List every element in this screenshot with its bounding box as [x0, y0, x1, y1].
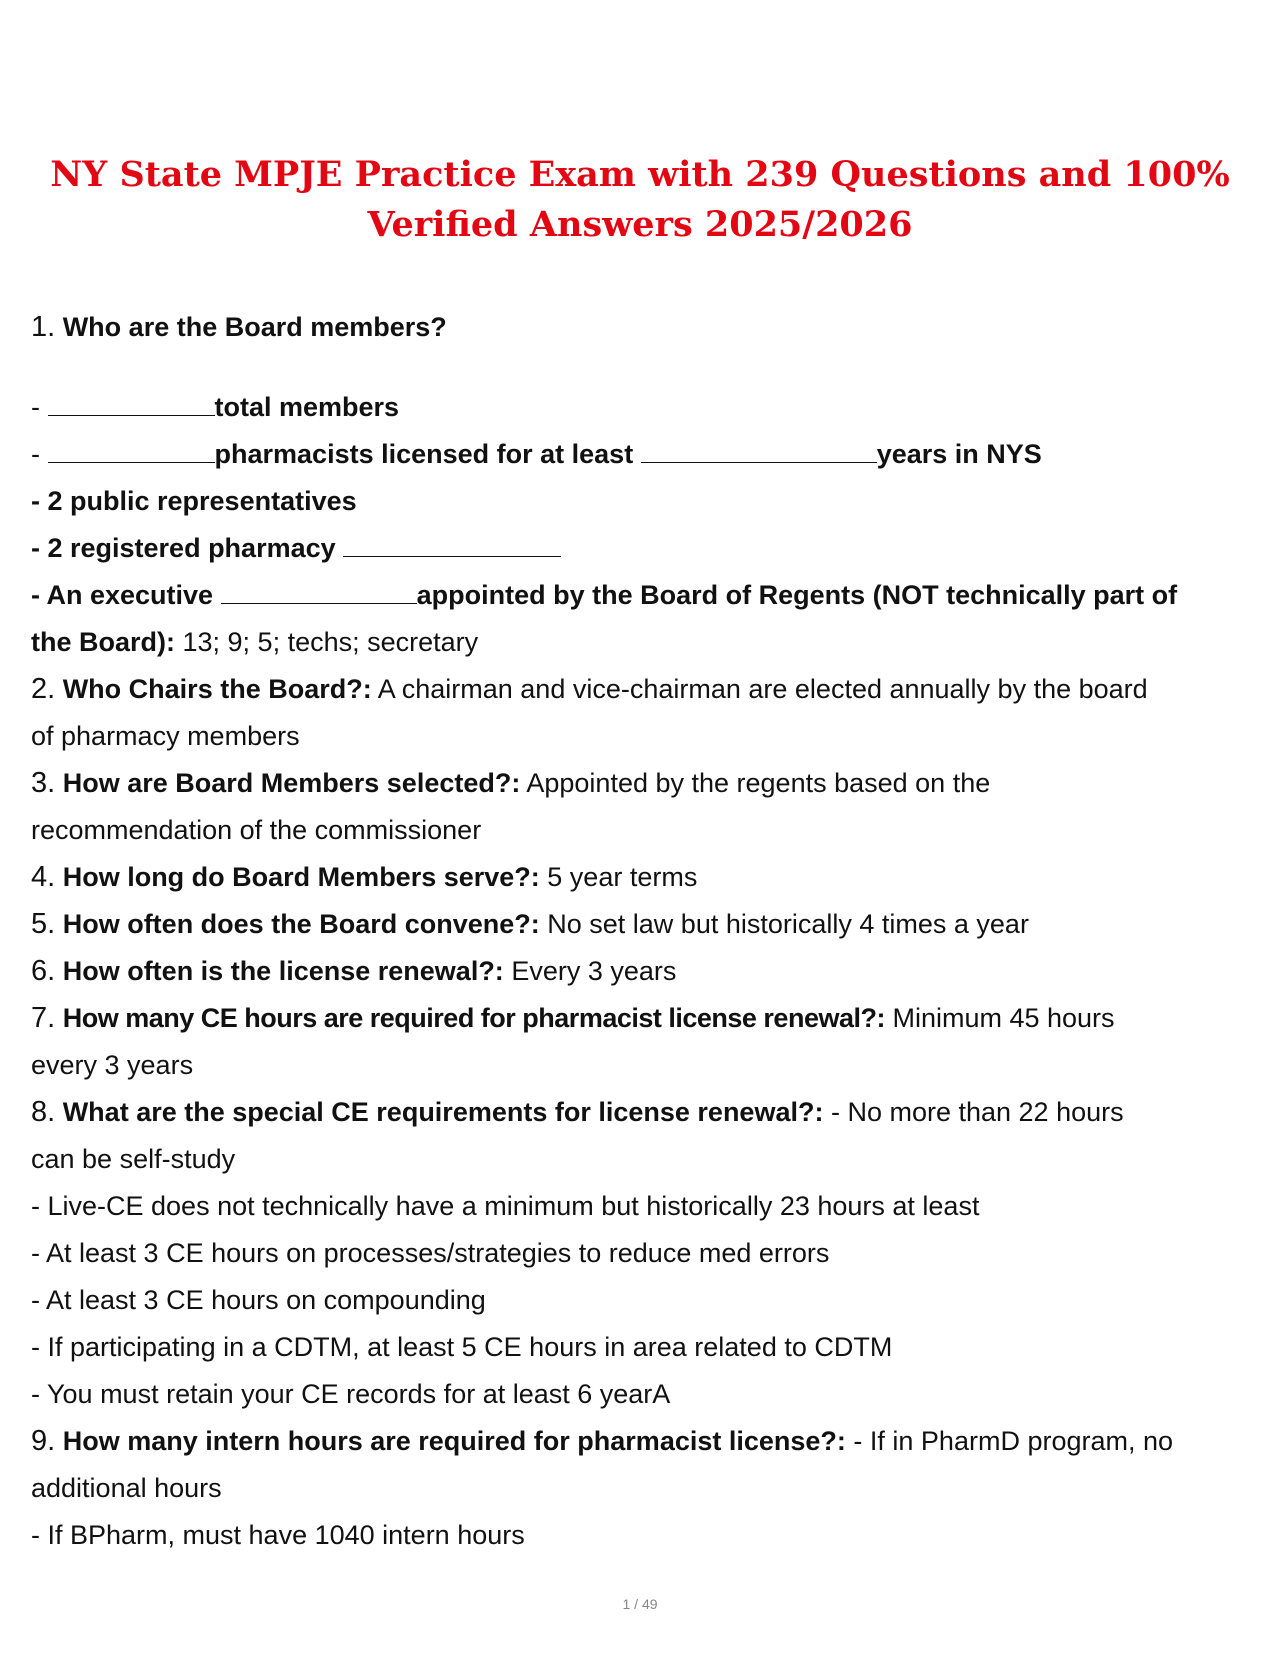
answer-text: of pharmacy members — [31, 721, 300, 751]
answer-text: - 2 public representatives — [31, 486, 357, 516]
page-number: 1 / 49 — [622, 1596, 658, 1612]
answer-line — [31, 431, 1251, 478]
question-number: 4. — [31, 861, 56, 893]
fill-blank — [221, 581, 417, 604]
question-list — [31, 304, 1251, 1559]
answer-line — [31, 478, 1251, 525]
answer-text: - 2 registered pharmacy — [31, 533, 336, 563]
question-number: 2. — [31, 673, 56, 705]
question-number: 6. — [31, 955, 56, 987]
question-3 — [31, 760, 1251, 807]
answer-text: the Board): — [31, 627, 175, 657]
question-1 — [31, 304, 1251, 351]
question-text: How are Board Members selected?: — [62, 768, 521, 798]
answer-line — [31, 1324, 1251, 1371]
answer-text: 13; 9; 5; techs; secretary — [175, 627, 479, 657]
answer-text: Minimum 45 hours — [884, 1003, 1115, 1033]
spacer — [31, 351, 1251, 384]
answer-text: - No more than 22 hours — [823, 1097, 1124, 1127]
question-number: 8. — [31, 1096, 56, 1128]
answer-text: every 3 years — [31, 1050, 194, 1080]
answer-text: - Live-CE does not technically have a minimum but historically 23 hours at least — [31, 1191, 980, 1221]
answer-line — [31, 619, 1251, 666]
question-text: Who Chairs the Board?: — [62, 674, 372, 704]
fill-blank — [48, 393, 215, 416]
question-9 — [31, 1418, 1251, 1465]
question-text: How many intern hours are required for pharmacist license?: — [62, 1426, 846, 1456]
answer-text: - You must retain your CE records for at least 6 yearA — [31, 1379, 671, 1409]
question-text: Who are the Board members? — [62, 312, 447, 342]
fill-blank — [343, 534, 561, 557]
question-text: What are the special CE requirements for license renewal?: — [62, 1097, 824, 1127]
answer-text: can be self-study — [31, 1144, 236, 1174]
question-number: 3. — [31, 767, 56, 799]
question-4 — [31, 854, 1251, 901]
fill-blank — [641, 440, 877, 463]
question-text: How often is the license renewal?: — [62, 956, 504, 986]
answer-text: pharmacists licensed for at least — [214, 439, 634, 469]
fill-blank — [48, 440, 215, 463]
question-number: 7. — [31, 1002, 56, 1034]
question-7 — [31, 995, 1251, 1042]
answer-text: 5 year terms — [539, 862, 698, 892]
question-number: 1. — [31, 311, 56, 343]
answer-text: - At least 3 CE hours on compounding — [31, 1285, 486, 1315]
answer-line — [31, 1512, 1251, 1559]
answer-text: - If participating in a CDTM, at least 5 CE hours in area related to CDTM — [31, 1332, 893, 1362]
answer-text: A chairman and vice-chairman are elected annually by the board — [371, 674, 1148, 704]
answer-text: years in NYS — [876, 439, 1042, 469]
question-5 — [31, 901, 1251, 948]
answer-line — [31, 1465, 1251, 1512]
answer-line — [31, 1230, 1251, 1277]
answer-line — [31, 1042, 1251, 1089]
answer-line — [31, 713, 1251, 760]
question-6 — [31, 948, 1251, 995]
question-number: 5. — [31, 908, 56, 940]
answer-text: - If BPharm, must have 1040 intern hours — [31, 1520, 525, 1550]
answer-text: appointed by the Board of Regents (NOT technically part of — [416, 580, 1178, 610]
answer-text: No set law but historically 4 times a year — [539, 909, 1029, 939]
answer-line — [31, 807, 1251, 854]
answer-line — [31, 1183, 1251, 1230]
answer-text: Appointed by the regents based on the — [520, 768, 991, 798]
answer-text: - An executive — [31, 580, 214, 610]
answer-text: - If in PharmD program, no — [845, 1426, 1174, 1456]
question-number: 9. — [31, 1425, 56, 1457]
answer-line — [31, 1136, 1251, 1183]
document-title: NY State MPJE Practice Exam with 239 Questions and 100% Verified Answers 2025/2026 — [50, 154, 1230, 245]
question-text: How often does the Board convene?: — [62, 909, 540, 939]
dash: - — [31, 392, 40, 422]
answer-text: additional hours — [31, 1473, 222, 1503]
question-text: How many CE hours are required for pharmacist license renewal?: — [62, 1003, 885, 1033]
answer-line — [31, 1371, 1251, 1418]
question-8 — [31, 1089, 1251, 1136]
answer-line — [31, 525, 1251, 572]
answer-text: total members — [214, 392, 400, 422]
question-2 — [31, 666, 1251, 713]
answer-line — [31, 384, 1251, 431]
dash: - — [31, 439, 40, 469]
answer-text: Every 3 years — [503, 956, 677, 986]
answer-text: - At least 3 CE hours on processes/strategies to reduce med errors — [31, 1238, 830, 1268]
answer-text: recommendation of the commissioner — [31, 815, 482, 845]
answer-line — [31, 1277, 1251, 1324]
question-text: How long do Board Members serve?: — [62, 862, 540, 892]
answer-line — [31, 572, 1251, 619]
